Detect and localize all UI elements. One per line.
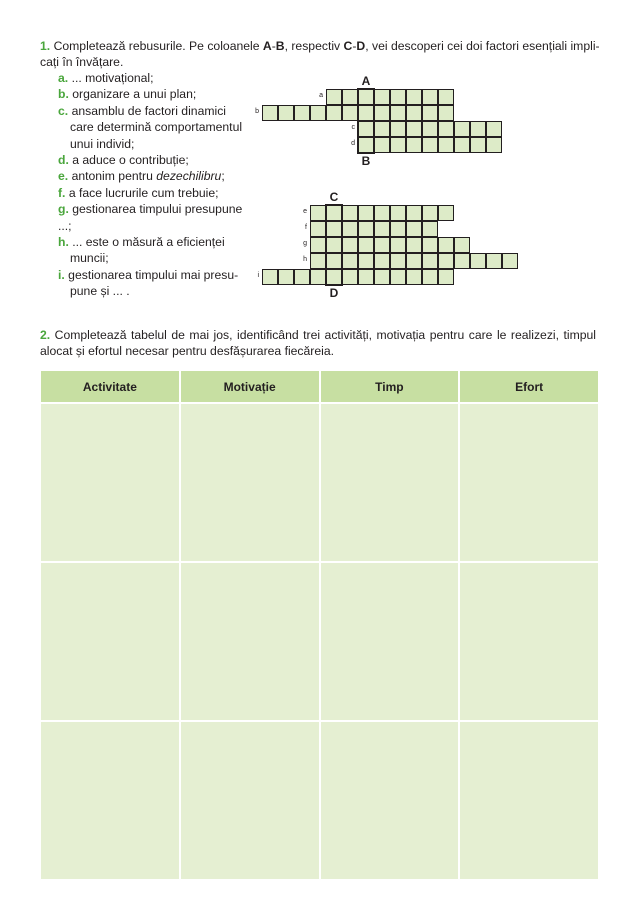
letter-a: A — [262, 39, 272, 53]
crossword-cell[interactable] — [326, 237, 342, 253]
crossword-cell[interactable] — [358, 269, 374, 285]
crossword-cell[interactable] — [294, 269, 310, 285]
table-cell[interactable] — [41, 722, 179, 879]
clue-c — [48, 103, 258, 152]
crossword-cell[interactable] — [278, 105, 294, 121]
crossword-cell[interactable] — [342, 253, 358, 269]
crossword-cell[interactable] — [358, 89, 374, 105]
crossword-cell[interactable] — [342, 237, 358, 253]
crossword-cell[interactable] — [470, 253, 486, 269]
crossword-cell[interactable] — [374, 121, 390, 137]
crossword-cell[interactable] — [342, 269, 358, 285]
crossword-cell[interactable] — [422, 137, 438, 153]
clue-list — [48, 70, 258, 300]
crossword-cell[interactable] — [326, 221, 342, 237]
crossword-cell[interactable] — [358, 237, 374, 253]
crossword-cell[interactable] — [390, 253, 406, 269]
clue-letter: c. — [58, 103, 69, 118]
clue-letter: b. — [58, 87, 69, 102]
clue-text: a aduce o contribuție; — [72, 153, 189, 168]
crossword-cell[interactable] — [342, 205, 358, 221]
table-cell[interactable] — [460, 563, 598, 720]
crossword-cell[interactable] — [374, 105, 390, 121]
crossword-cell[interactable] — [374, 269, 390, 285]
crossword-cell[interactable] — [406, 237, 422, 253]
crossword-cell[interactable] — [358, 137, 374, 153]
clue-letter: g. — [58, 202, 69, 217]
crossword-row-label: b — [255, 108, 259, 115]
crossword-cell[interactable] — [374, 205, 390, 221]
crossword-cell[interactable] — [390, 205, 406, 221]
crossword-cell[interactable] — [310, 253, 326, 269]
clue-text: a face lucrurile cum trebuie; — [68, 185, 219, 200]
column-label-bottom: B — [361, 154, 371, 168]
clue-text-after: ; — [221, 169, 225, 184]
crossword-cell[interactable] — [390, 221, 406, 237]
crossword-row-label: i — [257, 272, 259, 279]
crossword-cell[interactable] — [486, 253, 502, 269]
clue-text-cont: care determină comportamentul — [70, 120, 243, 135]
clue-f — [48, 185, 258, 201]
crossword-cell[interactable] — [438, 105, 454, 121]
crossword-row-label: f — [305, 224, 307, 231]
clue-letter: d. — [58, 153, 69, 168]
crossword-row-label: d — [351, 140, 355, 147]
crossword-cell[interactable] — [454, 253, 470, 269]
column-label-top: A — [361, 74, 371, 88]
crossword-cell[interactable] — [470, 121, 486, 137]
crossword-cell[interactable] — [438, 137, 454, 153]
table-cell[interactable] — [41, 404, 179, 561]
crossword-cell[interactable] — [390, 269, 406, 285]
crossword-cell[interactable] — [422, 237, 438, 253]
clue-text: gestionarea timpului mai presu- — [68, 267, 239, 282]
crossword-cell[interactable] — [374, 137, 390, 153]
clue-letter: h. — [58, 235, 69, 250]
table-cell[interactable] — [321, 722, 459, 879]
crossword-cell[interactable] — [470, 137, 486, 153]
crossword-cell[interactable] — [358, 105, 374, 121]
crossword-cell[interactable] — [422, 269, 438, 285]
crossword-cell[interactable] — [406, 205, 422, 221]
exercise-2-text: Completează tabelul de mai jos, identificând trei activități, motivația pentru care le realizezi, timpul alocat și efortul necesar pentru desfășurarea fiecăreia. — [40, 328, 596, 359]
clue-text: ansamblu de factori dinamici — [71, 103, 227, 118]
crossword-cell[interactable] — [374, 221, 390, 237]
clue-a — [48, 70, 258, 86]
clue-text-cont: unui individ; — [70, 136, 135, 151]
crossword-cell[interactable] — [310, 269, 326, 285]
table-cell[interactable] — [321, 404, 459, 561]
clue-text-cont: pune și ... . — [70, 284, 130, 299]
crossword-cell[interactable] — [390, 89, 406, 105]
crossword-cell[interactable] — [326, 269, 342, 285]
crossword-cell[interactable] — [454, 237, 470, 253]
crossword-cell[interactable] — [502, 253, 518, 269]
crossword-row-label: a — [319, 92, 323, 99]
crossword-cell[interactable] — [406, 105, 422, 121]
dash: - — [271, 39, 276, 53]
clue-letter: a. — [58, 71, 69, 85]
crossword-cell[interactable] — [374, 237, 390, 253]
clue-text: organizare a unui plan; — [72, 87, 197, 102]
crossword-cell[interactable] — [262, 269, 278, 285]
table-cell[interactable] — [321, 563, 459, 720]
column-label-top: C — [329, 190, 339, 204]
exercise-2-number: 2. — [40, 328, 51, 342]
clue-i — [48, 267, 258, 300]
crossword-cell[interactable] — [358, 121, 374, 137]
crossword-cell[interactable] — [406, 137, 422, 153]
crossword-cell[interactable] — [326, 253, 342, 269]
crossword-cell[interactable] — [486, 121, 502, 137]
crossword-cell[interactable] — [358, 205, 374, 221]
crossword-cell[interactable] — [438, 89, 454, 105]
crossword-cell[interactable] — [310, 237, 326, 253]
crossword-cell[interactable] — [326, 105, 342, 121]
header-activitate: Activitate — [41, 371, 179, 402]
crossword-cell[interactable] — [358, 221, 374, 237]
clue-italic: dezechilibru — [156, 169, 222, 184]
crossword-row-label: h — [303, 256, 307, 263]
crossword-cell[interactable] — [406, 253, 422, 269]
crossword-cell[interactable] — [422, 89, 438, 105]
crossword-cell[interactable] — [342, 89, 358, 105]
activity-table — [41, 371, 596, 882]
crossword-cell[interactable] — [358, 253, 374, 269]
clue-letter: e. — [58, 169, 69, 184]
crossword-cell[interactable] — [406, 89, 422, 105]
crossword-cell[interactable] — [438, 237, 454, 253]
header-timp: Timp — [321, 371, 459, 402]
exercise-1-number: 1. — [40, 39, 51, 53]
clue-e — [48, 168, 258, 184]
crossword-cell[interactable] — [438, 205, 454, 221]
clue-b — [48, 86, 258, 102]
crossword-cell[interactable] — [390, 121, 406, 137]
header-motivatie: Motivație — [181, 371, 319, 402]
letter-d: D — [356, 39, 366, 53]
exercise-1-instruction — [40, 38, 600, 70]
crossword-cell[interactable] — [310, 221, 326, 237]
clue-letter: f. — [58, 185, 66, 200]
crossword-cell[interactable] — [390, 137, 406, 153]
crossword-cell[interactable] — [390, 105, 406, 121]
crossword-row-label: c — [351, 124, 355, 131]
table-cell[interactable] — [181, 404, 319, 561]
crossword-cell[interactable] — [390, 237, 406, 253]
clue-text: ... motivațional; — [71, 71, 154, 85]
crossword-cell[interactable] — [310, 105, 326, 121]
crossword-row-label: e — [303, 208, 307, 215]
clue-letter: i. — [58, 267, 65, 282]
crossword-cell[interactable] — [326, 205, 342, 221]
column-label-bottom: D — [329, 286, 339, 300]
crossword-cell[interactable] — [342, 105, 358, 121]
crossword-cell[interactable] — [294, 105, 310, 121]
table-cell[interactable] — [181, 722, 319, 879]
crossword-cell[interactable] — [422, 221, 438, 237]
crossword-cell[interactable] — [406, 221, 422, 237]
crossword-cell[interactable] — [438, 253, 454, 269]
crossword-cell[interactable] — [454, 137, 470, 153]
clue-text: gestionarea timpului presupune ...; — [58, 202, 243, 233]
clue-h — [48, 234, 258, 267]
crossword-cell[interactable] — [310, 205, 326, 221]
clue-d — [48, 152, 258, 168]
table-cell[interactable] — [460, 722, 598, 879]
letter-b: B — [275, 39, 285, 53]
table-cell[interactable] — [181, 563, 319, 720]
clue-text: ... este o măsură a eficienței — [72, 235, 225, 250]
letter-c: C — [343, 39, 353, 53]
crossword-cell[interactable] — [342, 221, 358, 237]
crossword-row-label: g — [303, 240, 307, 247]
table-cell[interactable] — [460, 404, 598, 561]
crossword-cell[interactable] — [486, 137, 502, 153]
crossword-cell[interactable] — [438, 269, 454, 285]
clue-text-cont: muncii; — [70, 251, 109, 266]
instruction-text-mid: , respectiv — [284, 39, 344, 53]
crossword-cell[interactable] — [422, 105, 438, 121]
crossword-cell[interactable] — [406, 121, 422, 137]
dash: - — [352, 39, 357, 53]
crossword-cell[interactable] — [422, 253, 438, 269]
header-efort: Efort — [460, 371, 598, 402]
crossword-cell[interactable] — [454, 121, 470, 137]
crossword-cell[interactable] — [406, 269, 422, 285]
exercise-2-instruction — [40, 327, 596, 360]
crossword-cell[interactable] — [438, 121, 454, 137]
clue-text: antonim pentru — [71, 169, 157, 184]
crossword-cell[interactable] — [278, 269, 294, 285]
crossword-cell[interactable] — [326, 89, 342, 105]
clue-g — [48, 201, 258, 234]
crossword-cell[interactable] — [374, 253, 390, 269]
crossword-cell[interactable] — [374, 89, 390, 105]
instruction-text-pre: Completează rebusurile. Pe coloanele — [53, 39, 263, 53]
crossword-cell[interactable] — [422, 205, 438, 221]
crossword-cell[interactable] — [262, 105, 278, 121]
crossword-cell[interactable] — [422, 121, 438, 137]
table-cell[interactable] — [41, 563, 179, 720]
instruction-text-post: , vei descoperi cei doi factori esențiali impli-cați în învățare. — [40, 39, 600, 69]
